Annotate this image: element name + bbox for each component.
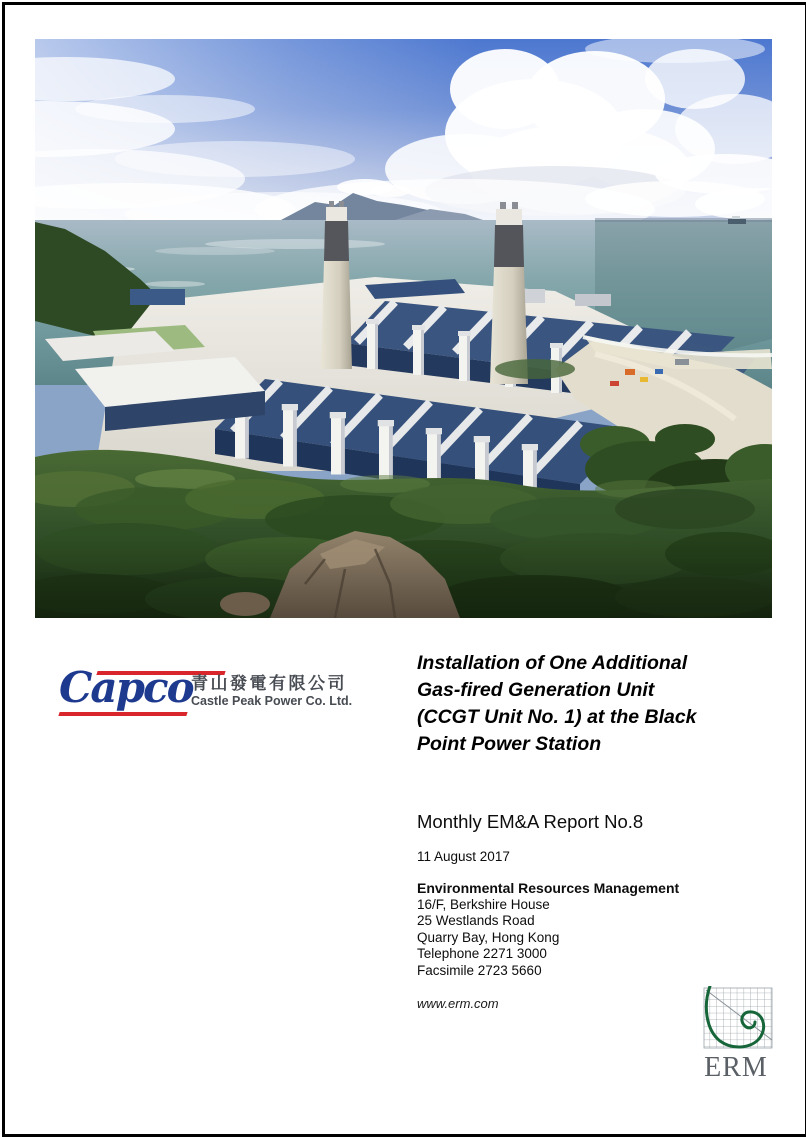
- capco-logo-rule-bottom: [58, 712, 187, 716]
- cover-photo: [35, 39, 772, 618]
- report-title-line: Gas-fired Generation Unit: [417, 679, 655, 701]
- report-cover-page: [2, 2, 806, 1137]
- address-line: Telephone 2271 3000: [417, 946, 547, 962]
- report-title-line: Installation of One Additional: [417, 652, 688, 674]
- capco-chinese-name: 青山發電有限公司: [191, 674, 347, 694]
- address-line: Facsimile 2723 5660: [417, 962, 542, 978]
- consultant-name: Environmental Resources Management: [417, 880, 680, 896]
- address-line: 25 Westlands Road: [417, 913, 535, 929]
- report-number: Monthly EM&A Report No.8: [417, 811, 644, 832]
- erm-spiral-icon: [696, 986, 776, 1052]
- capco-logo: [59, 663, 389, 724]
- consultant-address-block: [417, 880, 679, 979]
- address-line: 16/F, Berkshire House: [417, 897, 550, 912]
- website-url: www.erm.com: [417, 996, 499, 1011]
- report-title-line: (CCGT Unit No. 1) at the Black: [417, 706, 697, 728]
- erm-logo-text: ERM: [704, 1052, 768, 1083]
- capco-english-name: Castle Peak Power Co. Ltd.: [191, 694, 353, 708]
- erm-logo: [696, 986, 776, 1083]
- capco-wordmark: Capco: [59, 663, 193, 712]
- report-title-line: Point Power Station: [417, 733, 602, 755]
- report-date: 11 August 2017: [417, 849, 510, 864]
- address-line: Quarry Bay, Hong Kong: [417, 929, 560, 945]
- capco-company-names: [191, 674, 352, 709]
- report-title: [417, 650, 697, 758]
